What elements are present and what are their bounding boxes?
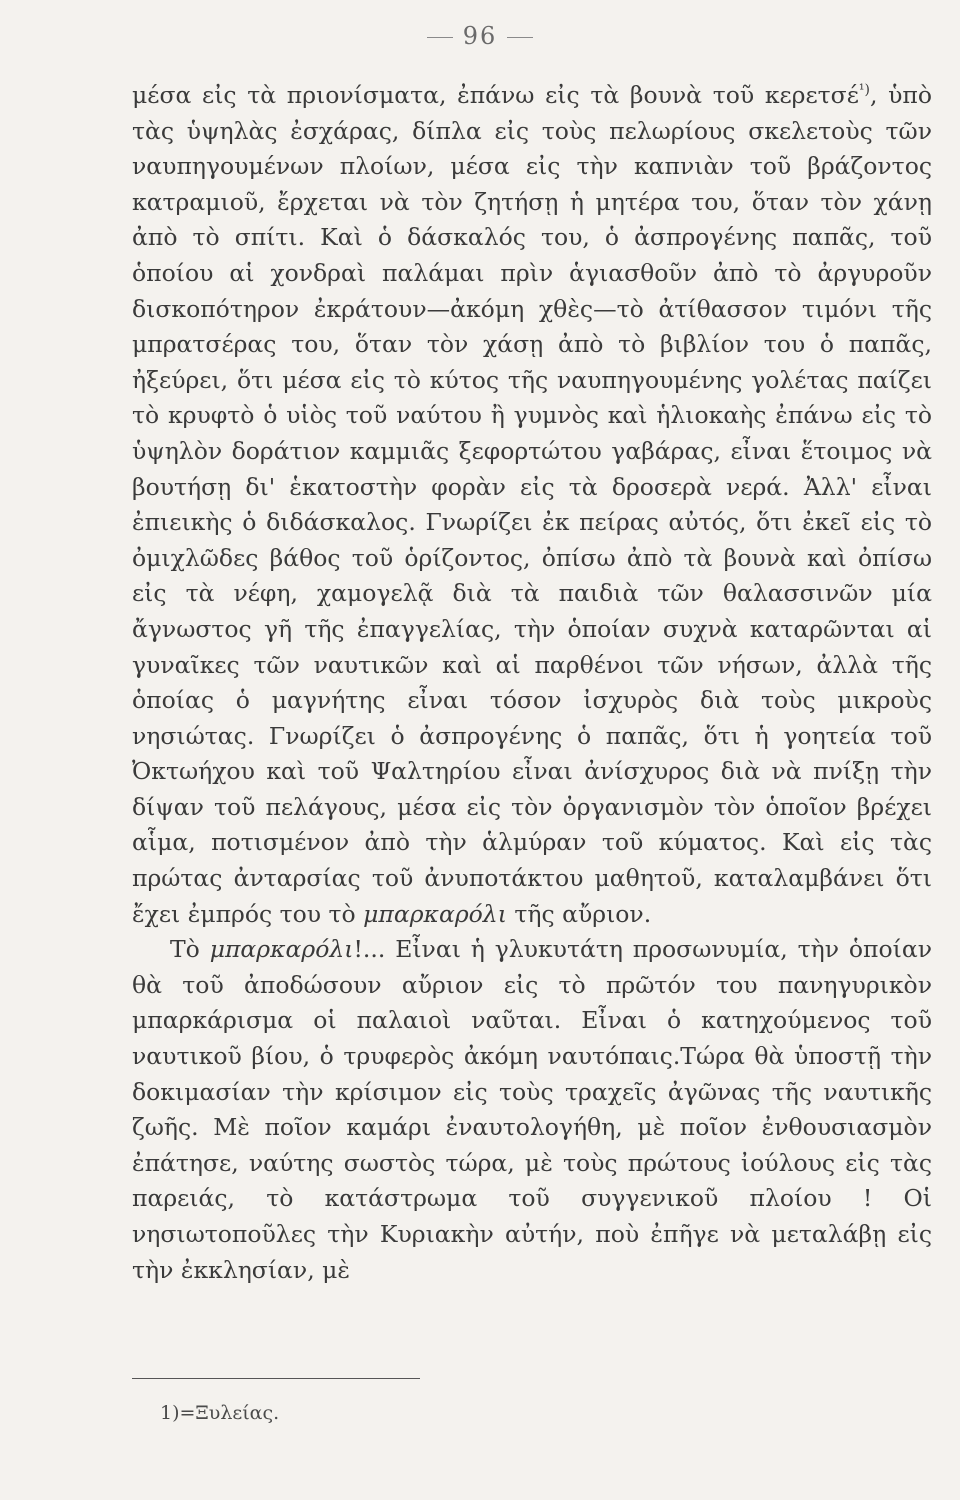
paragraph-2-part-b: !... Εἶναι ἡ γλυκυτάτη προσωνυμία, τὴν ὁποίαν θὰ τοῦ ἀποδώσουν αὔριον εἰς τὸ πρῶτόν του πανηγυρικὸν μπαρκάρισμα οἱ παλαιοὶ ναῦται. Εἶναι ὁ κατηχούμενος τοῦ ναυτικοῦ βίου, ὁ τρυφερὸς ἀκόμη ναυτόπαις.Τώρα θὰ ὑποστῇ τὴν δοκιμασίαν τὴν κρίσιμον εἰς τοὺς τραχεῖς ἀγῶνας τῆς ναυτικῆς ζωῆς. Μὲ ποῖον καμάρι ἐναυτολογήθη, μὲ ποῖον ἐνθουσιασμὸν ἐπάτησε, ναύτης σωστὸς τώρα, μὲ τοὺς πρώτους ἰούλους εἰς τὰς παρειάς, τὸ κατάστρωμα τοῦ συγγενικοῦ πλοίου ! Οἱ νησιωτοποῦλες τὴν Κυριακὴν αὐτήν, ποὺ ἐπῆγε νὰ μεταλάβῃ εἰς τὴν ἐκκλησίαν, μὲ bbox=[132, 935, 932, 1284]
footnote-divider bbox=[132, 1378, 420, 1379]
footnote-reference: ¹) bbox=[858, 82, 870, 99]
paragraph-2 bbox=[132, 932, 932, 1288]
paragraph-2-part-a: Τὸ bbox=[170, 935, 210, 964]
page-number: 96 bbox=[462, 22, 498, 50]
emphasized-word: μπαρκαρόλι bbox=[209, 935, 354, 964]
header-dash-left bbox=[427, 37, 453, 38]
paragraph-1 bbox=[132, 78, 932, 932]
paragraph-1-part-a: μέσα εἰς τὰ πριονίσματα, ἐπάνω εἰς τὰ βουνὰ τοῦ κερετσέ bbox=[132, 81, 859, 109]
header-dash-right bbox=[507, 37, 533, 38]
paragraph-1-part-c: τῆς αὔριον. bbox=[506, 899, 652, 928]
footnote: 1)=Ξυλείας. bbox=[160, 1402, 280, 1424]
page-header bbox=[0, 22, 960, 50]
emphasized-word: μπαρκαρόλι bbox=[363, 899, 507, 928]
main-text bbox=[132, 78, 932, 1288]
paragraph-1-part-b: , ὑπὸ τὰς ὑψηλὰς ἐσχάρας, δίπλα εἰς τοὺς πελωρίους σκελετοὺς τῶν ναυπηγουμένων πλοίων, μέσα εἰς τὴν καπνιὰν τοῦ βράζοντος κατραμιοῦ, ἔρχεται νὰ τὸν ζητήσῃ ἡ μητέρα του, ὅταν τὸν χάνῃ ἀπὸ τὸ σπίτι. Καὶ ὁ δάσκαλός του, ὁ ἀσπρογένης παπᾶς, τοῦ ὁποίου αἱ χονδραὶ παλάμαι πρὶν ἁγιασθοῦν ἀπὸ τὸ ἀργυροῦν δισκοπότηρον ἐκράτουν—ἀκόμη χθὲς—τὸ ἀτίθασσον τιμόνι τῆς μπρατσέρας του, ὅταν τὸν χάσῃ ἀπὸ τὸ βιβλίον του ὁ παπᾶς, ἠξεύρει, ὅτι μέσα εἰς τὸ κύτος τῆς ναυπηγουμένης γολέτας παίζει τὸ κρυφτὸ ὁ υἱὸς τοῦ ναύτου ἢ γυμνὸς καὶ ἡλιοκαὴς ἐπάνω εἰς τὸ ὑψηλὸν δοράτιον καμμιᾶς ξεφορτώτου γαβάρας, εἶναι ἕτοιμος νὰ βουτήσῃ δι' ἑκατοστὴν φορὰν εἰς τὰ δροσερὰ νερά. Ἀλλ' εἶναι ἐπιεικὴς ὁ διδάσκαλος. Γνωρίζει ἐκ πείρας αὐτός, ὅτι ἐκεῖ εἰς τὸ ὀμιχλῶδες βάθος τοῦ ὁρίζοντος, ὀπίσω ἀπὸ τὰ βουνὰ καὶ ὀπίσω εἰς τὰ νέφη, χαμογελᾷ διὰ τὰ παιδιὰ τῶν θαλασσινῶν μία ἄγνωστος γῆ τῆς ἐπαγγελίας, τὴν ὁποίαν συχνὰ καταρῶνται αἱ γυναῖκες τῶν ναυτικῶν καὶ αἱ παρθένοι τῶν νήσων, ἀλλὰ τῆς ὁποίας ὁ μαγνήτης εἶναι τόσον ἰσχυρὸς διὰ τοὺς μικροὺς νησιώτας. Γνωρίζει ὁ ἀσπρογένης ὁ παπᾶς, ὅτι ἡ γοητεία τοῦ Ὀκτωήχου καὶ τοῦ Ψαλτηρίου εἶναι ἀνίσχυρος διὰ νὰ πνίξῃ τὴν δίψαν τοῦ πελάγους, μέσα εἰς τὸν ὀργανισμὸν τὸν ὁποῖον βρέχει αἷμα, ποτισμένον ἀπὸ τὴν ἁλμύραν τοῦ κύματος. Καὶ εἰς τὰς πρώτας ἀνταρσίας τοῦ ἀνυποτάκτου μαθητοῦ, καταλαμβάνει ὅτι ἔχει ἐμπρός του τὸ bbox=[132, 81, 932, 928]
